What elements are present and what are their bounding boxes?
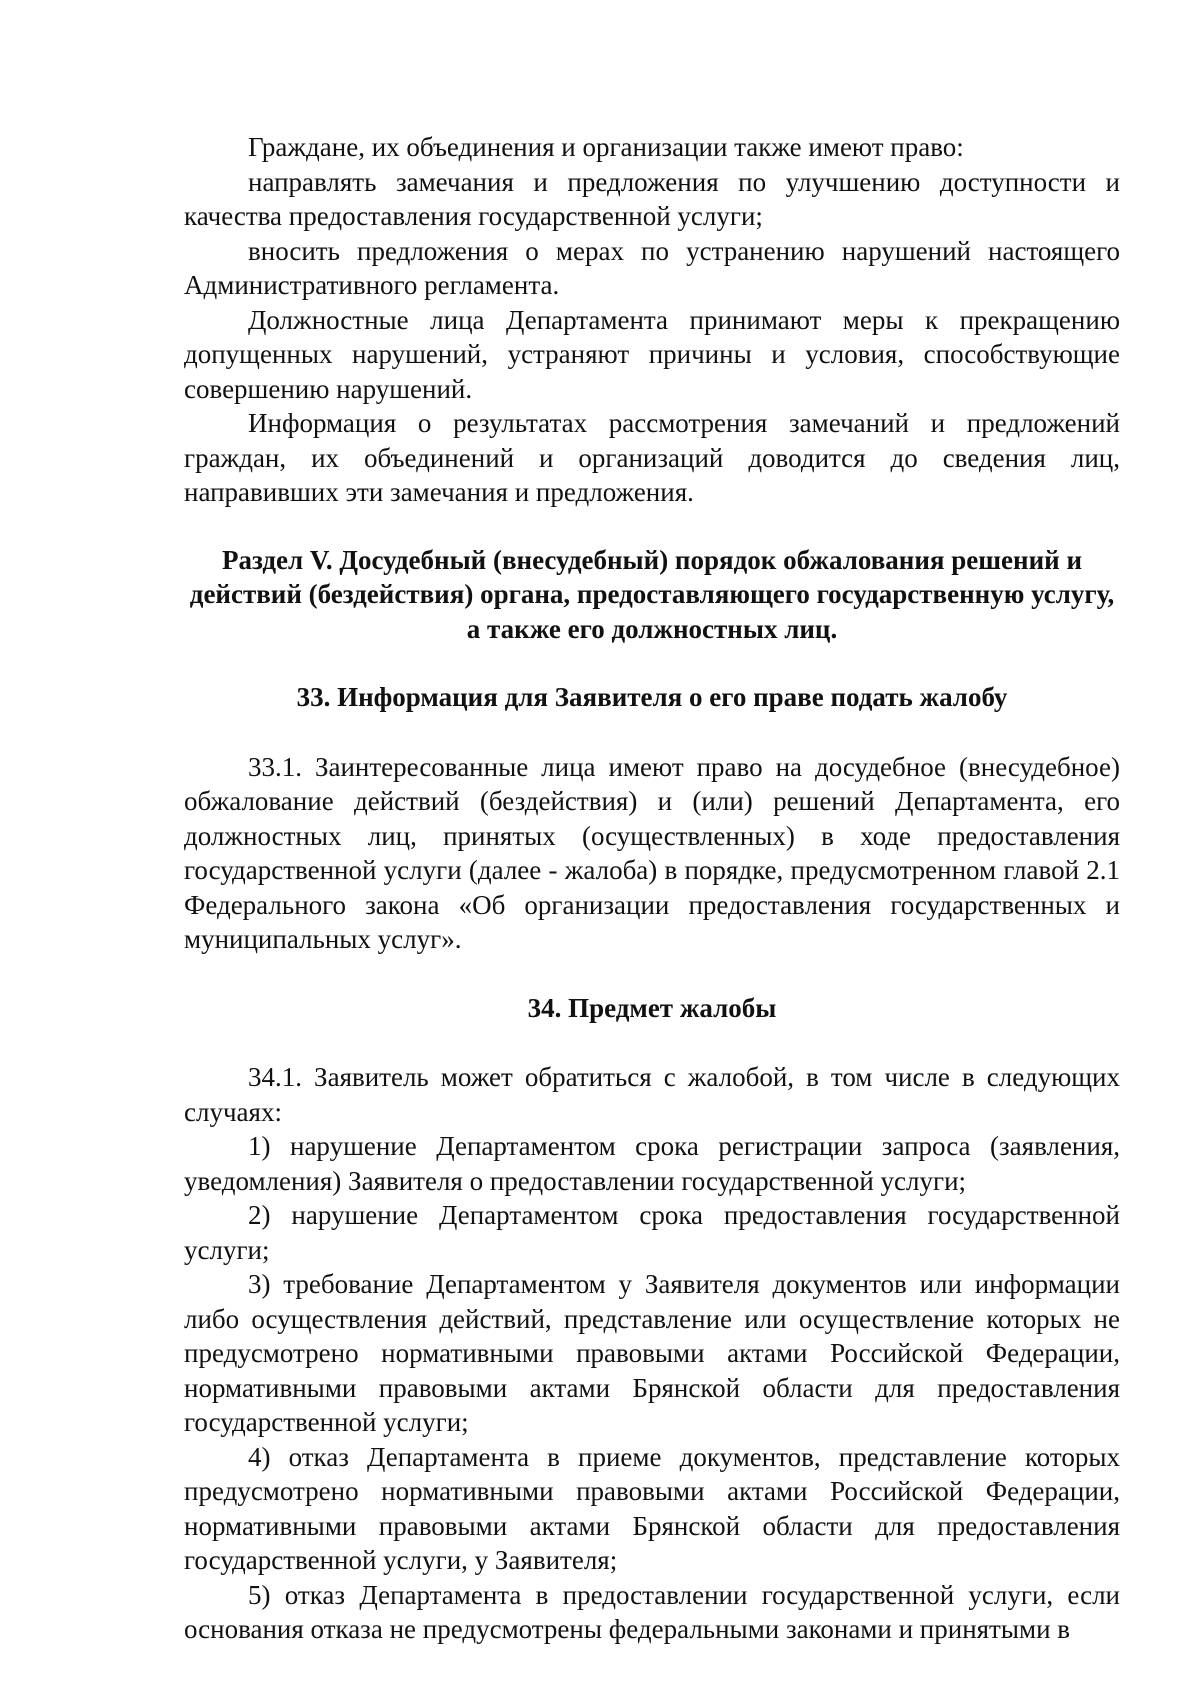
paragraph-officials-measures: Должностные лица Департамента принимают меры к прекращению допущенных нарушений, устраняют причины и условия, способствующие совершению нарушений. [184, 304, 1120, 404]
paragraph-right-remarks: направлять замечания и предложения по улучшению доступности и качества предоставления государственной услуги; [184, 166, 1120, 231]
paragraph-rights-intro: Граждане, их объединения и организации также имеют право: [248, 132, 964, 162]
list-item-1: 1) нарушение Департаментом срока регистрации запроса (заявления, уведомления) Заявителя о предоставлении государственной услуги; [184, 1131, 1120, 1196]
subsection-33-title: 33. Информация для Заявителя о его праве подать жалобу [296, 682, 1008, 712]
paragraph-results-info: Информация о результатах рассмотрения замечаний и предложений граждан, их объединений и организаций доводится до сведения лиц, направивших эти замечания и предложения. [184, 408, 1120, 507]
paragraph-33-1: 33.1. Заинтересованные лица имеют право на досудебное (внесудебное) обжалование действий (бездействия) и (или) решений Департамента, его должностных лиц, принятых (осуществленных) в ходе предоставления государственной услуги (далее - жалоба) в порядке, предусмотренном главой 2.1 Федерального закона «Об организации предоставления государственных и муниципальных услуг». [184, 751, 1120, 954]
paragraph-right-proposals: вносить предложения о мерах по устранению нарушений настоящего Административного регламента. [184, 235, 1120, 300]
list-item-4: 4) отказ Департамента в приеме документов, представление которых предусмотрено нормативными правовыми актами Российской Федерации, нормативными правовыми актами Брянской области для предоставления государственной услуги, у Заявителя; [184, 1441, 1120, 1575]
subsection-34-title: 34. Предмет жалобы [527, 992, 777, 1023]
paragraph-34-1: 34.1. Заявитель может обратиться с жалобой, в том числе в следующих случаях: [184, 1062, 1120, 1127]
list-item-2: 2) нарушение Департаментом срока предоставления государственной услуги; [184, 1200, 1120, 1265]
list-item-5: 5) отказ Департамента в предоставлении государственной услуги, если основания отказа не предусмотрены федеральными законами и принятыми в [184, 1579, 1120, 1644]
section-title: Раздел V. Досудебный (внесудебный) порядок обжалования решений и действий (бездействия) органа, предоставляющего государственную услугу, а также его должностных лиц. [189, 544, 1115, 644]
list-item-3: 3) требование Департаментом у Заявителя документов или информации либо осуществления действий, представление или осуществление которых не предусмотрено нормативными правовыми актами Российской Федерации, нормативными правовыми актами Брянской области для предоставления государственной услуги; [184, 1269, 1120, 1437]
